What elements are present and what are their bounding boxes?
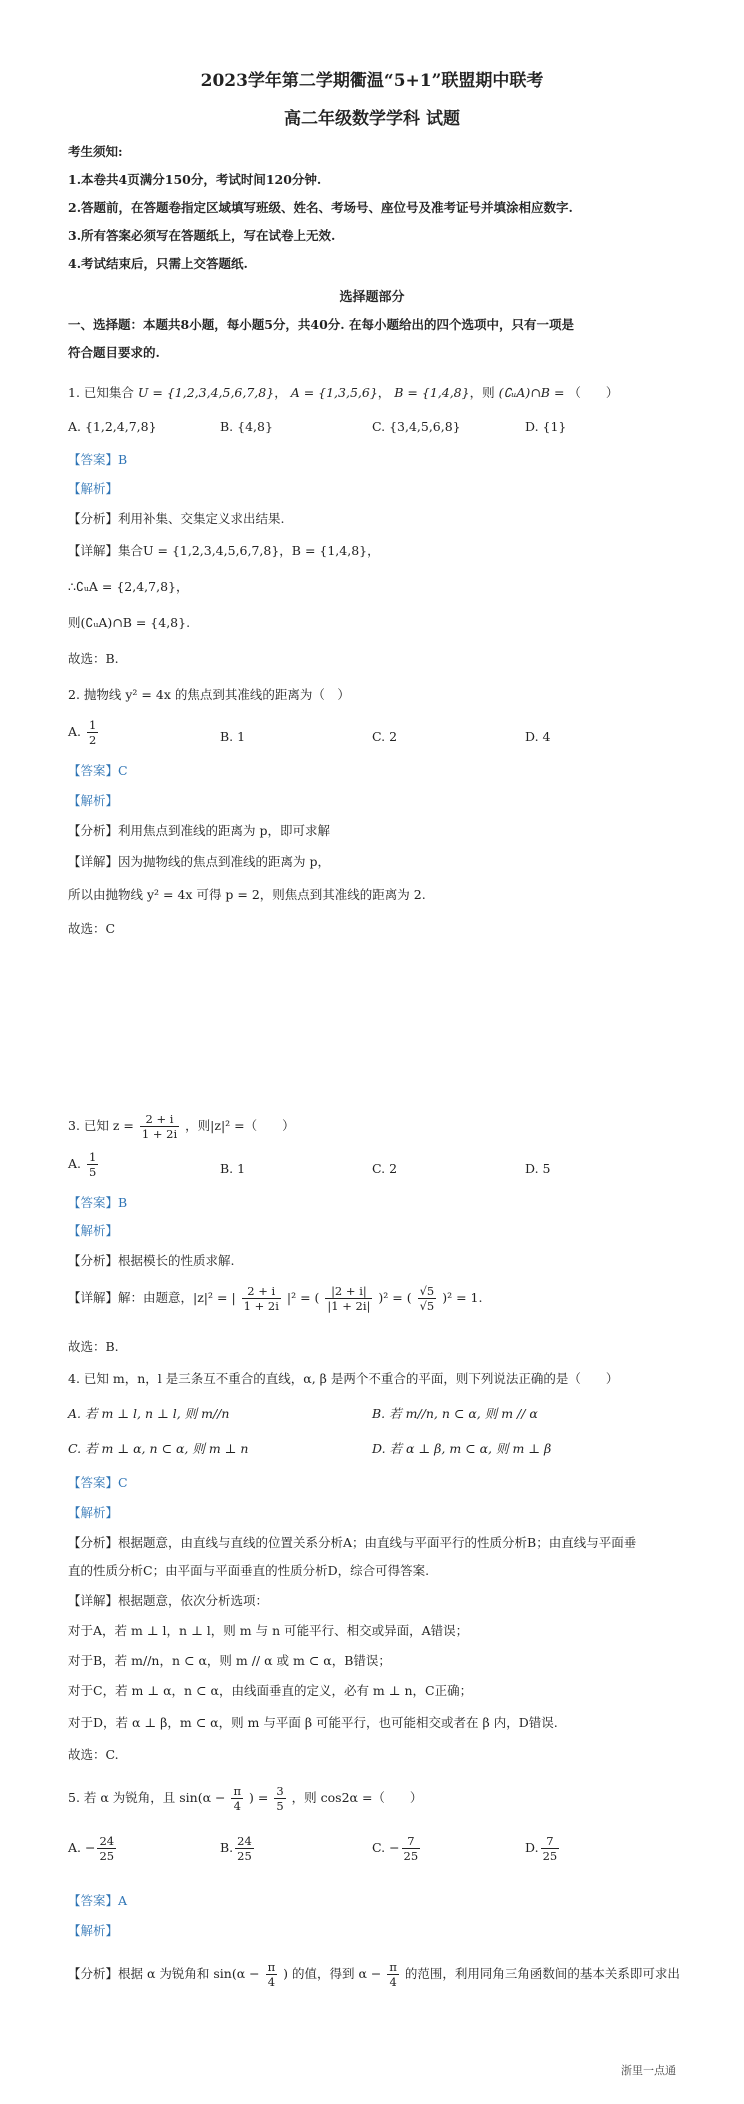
q2-detail-2: 所以由抛物线 y² = 4x 可得 p = 2，则焦点到其准线的距离为 2.: [68, 887, 426, 902]
q1-option-b: B. {4,8}: [220, 419, 273, 434]
q4-stem: 4. 已知 m，n，l 是三条互不重合的直线，α, β 是两个不重合的平面，则下列说法正确的是（ ）: [68, 1371, 619, 1386]
q2-jiexi: 【解析】: [68, 793, 119, 808]
q4-option-a: A. 若 m ⊥ l, n ⊥ l, 则 m//n: [68, 1406, 230, 1421]
q5-option-d-fraction: $\frac{7}{25}$: [542, 1834, 558, 1863]
q3-analysis: 【分析】根据模长的性质求解.: [68, 1253, 235, 1268]
q4-detail-d: 对于D，若 α ⊥ β，m ⊂ α，则 m 与平面 β 可能平行，也可能相交或者在 β 内，D错误.: [68, 1715, 558, 1730]
q2-option-a: A. $\frac{1}{2}$: [68, 718, 97, 747]
q5-option-a: A. − $\frac{24}{25}$: [68, 1834, 115, 1863]
q4-jiexi: 【解析】: [68, 1505, 119, 1520]
q5-jiexi: 【解析】: [68, 1923, 119, 1938]
q5-option-d: D. $\frac{7}{25}$: [525, 1834, 558, 1863]
q3-z-fraction: $\frac{2 + i}{1 + 2i}$: [141, 1112, 178, 1141]
q2-conclusion: 故选：C: [68, 921, 116, 936]
q3-option-c: C. 2: [372, 1161, 398, 1176]
q5-option-b-fraction: $\frac{24}{25}$: [237, 1834, 252, 1863]
q5-analysis: 【分析】根据 α 为锐角和 sin(α − $\frac{\pi}{4}$ ) 的值，得到 α − $\frac{\pi}{4}$ 的范围，利用同角三角函数间的基本关系即可求出: [68, 1960, 680, 1989]
q4-option-d: D. 若 α ⊥ β, m ⊂ α, 则 m ⊥ β: [372, 1441, 552, 1456]
q2-detail-1: 【详解】因为抛物线的焦点到准线的距离为 p，: [68, 854, 330, 869]
q1-detail-3: 则(∁ᵤA)∩B = {4,8}.: [68, 615, 191, 630]
q4-analysis-line1: 【分析】根据题意，由直线与直线的位置关系分析A；由直线与平面平行的性质分析B；由直线与平面垂: [68, 1535, 637, 1550]
q5-option-a-fraction: $\frac{24}{25}$: [99, 1834, 115, 1863]
q4-answer: 【答案】C: [68, 1475, 128, 1490]
q2-analysis: 【分析】利用焦点到准线的距离为 p，即可求解: [68, 823, 330, 838]
q3-detail-fraction-2: $\frac{|2 + i|}{|1 + 2i|}$: [327, 1284, 371, 1313]
q3-option-b: B. 1: [220, 1161, 246, 1176]
section-intro-line1: 一、选择题：本题共8小题，每小题5分，共40分. 在每小题给出的四个选项中，只有一项是: [68, 317, 574, 332]
section-intro-line2: 符合题目要求的.: [68, 345, 160, 360]
q1-analysis: 【分析】利用补集、交集定义求出结果.: [68, 511, 285, 526]
q1-detail-2: ∴∁ᵤA = {2,4,7,8}，: [68, 579, 189, 594]
q5-pi-over-4: $\frac{\pi}{4}$: [233, 1784, 242, 1813]
q4-detail-c: 对于C，若 m ⊥ α，n ⊂ α，由线面垂直的定义，必有 m ⊥ n，C正确；: [68, 1683, 473, 1698]
q4-conclusion: 故选：C.: [68, 1747, 119, 1762]
q3-option-d: D. 5: [525, 1161, 551, 1176]
q3-option-a: A. $\frac{1}{5}$: [68, 1150, 97, 1179]
q4-option-b: B. 若 m//n, n ⊂ α, 则 m // α: [372, 1406, 538, 1421]
q5-analysis-pi-over-4-1: $\frac{\pi}{4}$: [267, 1960, 276, 1989]
q2-option-c: C. 2: [372, 729, 398, 744]
q4-analysis-line2: 直的性质分析C；由平面与平面垂直的性质分析D，综合可得答案.: [68, 1563, 430, 1578]
exam-title-line1: 2023学年第二学期衢温“5+1”联盟期中联考: [200, 71, 544, 91]
q1-option-a: A. {1,2,4,7,8}: [68, 419, 157, 434]
exam-title-line2: 高二年级数学学科 试题: [284, 109, 460, 129]
q5-option-c-fraction: $\frac{7}{25}$: [403, 1834, 419, 1863]
q5-stem: 5. 若 α 为锐角，且 sin(α − $\frac{\pi}{4}$ ) = $\frac{3}{5}$ ，则 cos2α =（ ）: [68, 1784, 423, 1813]
q3-conclusion: 故选：B.: [68, 1339, 119, 1354]
q1-stem: 1. 已知集合 U = {1,2,3,4,5,6,7,8}， A = {1,3,5,6}， B = {1,4,8}，则 (∁ᵤA)∩B = （ ）: [68, 385, 619, 400]
q1-conclusion: 故选：B.: [68, 651, 119, 666]
q4-detail-0: 【详解】根据题意，依次分析选项：: [68, 1593, 269, 1608]
q5-option-c: C. − $\frac{7}{25}$: [372, 1834, 419, 1863]
q1-option-c: C. {3,4,5,6,8}: [372, 419, 461, 434]
notice-item-3: 3.所有答案必须写在答题纸上，写在试卷上无效.: [68, 228, 336, 243]
q4-detail-b: 对于B，若 m//n，n ⊂ α，则 m // α 或 m ⊂ α，B错误；: [68, 1653, 391, 1668]
notice-item-1: 1.本卷共4页满分150分，考试时间120分钟.: [68, 172, 322, 187]
q5-option-b: B. $\frac{24}{25}$: [220, 1834, 252, 1863]
q2-answer: 【答案】C: [68, 763, 128, 778]
q2-stem: 2. 抛物线 y² = 4x 的焦点到其准线的距离为（ ）: [68, 687, 350, 702]
q1-answer: 【答案】B: [68, 452, 128, 467]
q4-detail-a: 对于A，若 m ⊥ l，n ⊥ l，则 m 与 n 可能平行、相交或异面，A错误；: [68, 1623, 469, 1638]
q5-analysis-pi-over-4-2: $\frac{\pi}{4}$: [389, 1960, 397, 1989]
q1-option-d: D. {1}: [525, 419, 567, 434]
q3-detail-fraction-3: $\frac{√5}{√5}$: [419, 1284, 435, 1313]
q3-option-a-fraction: $\frac{1}{5}$: [89, 1150, 97, 1179]
q3-stem: 3. 已知 z = $\frac{2 + i}{1 + 2i}$ ，则|z|² =（ ）: [68, 1112, 295, 1141]
footer-brand: 浙里一点通: [621, 2064, 676, 2077]
notice-heading: 考生须知:: [68, 144, 123, 159]
q3-detail-fraction-1: $\frac{2 + i}{1 + 2i}$: [243, 1284, 279, 1313]
q5-three-fifths: $\frac{3}{5}$: [276, 1784, 284, 1813]
notice-item-4: 4.考试结束后，只需上交答题纸.: [68, 256, 248, 271]
q3-answer: 【答案】B: [68, 1195, 128, 1210]
q2-option-a-fraction: $\frac{1}{2}$: [89, 718, 97, 747]
section-title: 选择题部分: [339, 290, 405, 305]
q4-option-c: C. 若 m ⊥ α, n ⊂ α, 则 m ⊥ n: [68, 1441, 249, 1456]
q2-option-d: D. 4: [525, 729, 551, 744]
q1-jiexi: 【解析】: [68, 481, 119, 496]
q1-detail-1: 【详解】集合U = {1,2,3,4,5,6,7,8}，B = {1,4,8}，: [68, 543, 380, 558]
q3-jiexi: 【解析】: [68, 1223, 119, 1238]
q2-option-b: B. 1: [220, 729, 246, 744]
notice-item-2: 2.答题前，在答题卷指定区域填写班级、姓名、考场号、座位号及准考证号并填涂相应数字.: [68, 200, 573, 215]
q3-detail: 【详解】解：由题意，|z|² = | $\frac{2 + i}{1 + 2i}$ |² = ( $\frac{|2 + i|}{|1 + 2i|}$ )² = ( $\frac{√5}{√5}$ )² = 1.: [68, 1284, 483, 1313]
q5-answer: 【答案】A: [68, 1893, 128, 1908]
